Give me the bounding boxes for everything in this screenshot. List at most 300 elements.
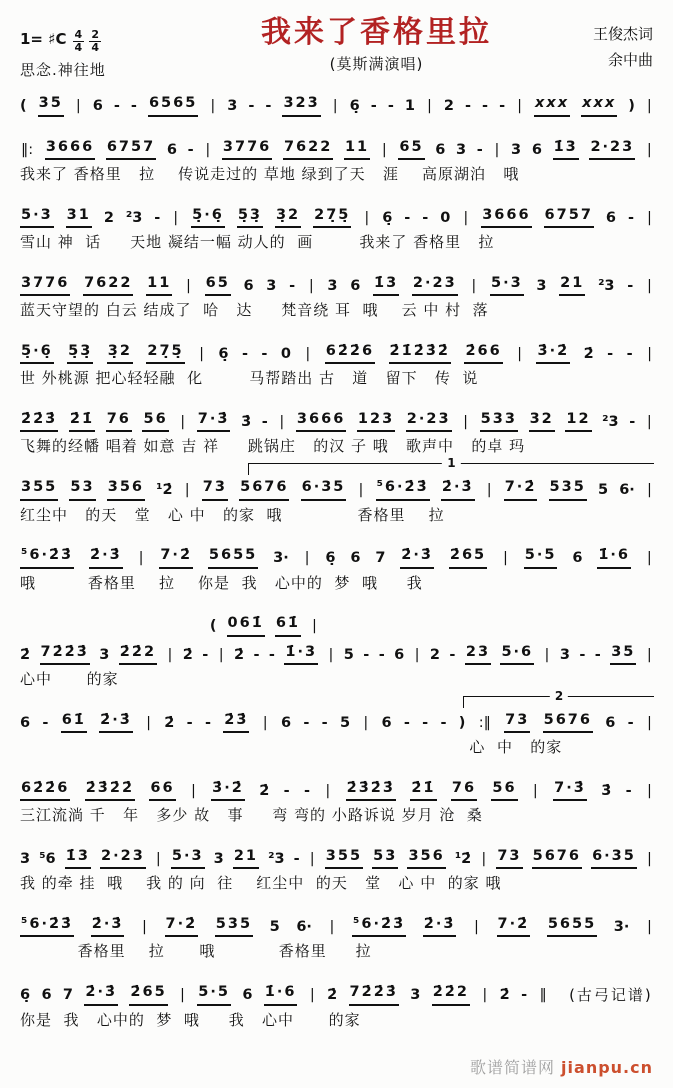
note-group: 3: [266, 277, 277, 294]
header: [20, 16, 653, 80]
note-group: 2̇·3̇: [423, 915, 457, 938]
score-line: [20, 688, 653, 758]
note-group: 32: [529, 410, 555, 433]
note-group: 2̇·3̇: [441, 478, 475, 501]
lyrics-row: 三江流淌 千 年 多少 故 事 弯 弯的 小路诉说 岁月 沧 桑: [20, 806, 483, 825]
note-group: -: [261, 345, 268, 362]
note-group: 3776: [20, 274, 70, 297]
note-group: 61̇: [275, 614, 301, 637]
note-group: |: [358, 481, 364, 498]
note-group: 73: [496, 847, 522, 870]
note-group: 6: [381, 714, 392, 731]
note-group: (: [20, 98, 27, 115]
note-group: -: [607, 345, 614, 362]
time-signatures: [73, 24, 102, 53]
note-group: 6̣: [325, 550, 336, 567]
lyricist-credit: 王俊杰词: [592, 25, 653, 43]
note-group: -: [625, 782, 632, 799]
note-group: 7622: [283, 138, 333, 161]
note-group: |: [503, 550, 508, 567]
key-signature: 1= ♯C: [20, 29, 67, 48]
note-group: 27̣5̣: [313, 206, 351, 229]
note-group: |: [262, 714, 268, 731]
note-group: -: [268, 646, 275, 663]
note-group: 3666: [45, 138, 95, 161]
note-group: ): [628, 98, 635, 115]
score: [20, 94, 653, 1051]
note-group: 6: [605, 209, 616, 226]
notes-row: [20, 138, 653, 161]
note-group: |: [155, 850, 161, 867]
note-group: 2·23: [100, 847, 146, 870]
note-group: |: [329, 918, 335, 935]
note-group: -: [303, 714, 310, 731]
tempo-mood-marking: 思念.神往地: [20, 61, 106, 80]
note-group: 6̣: [20, 986, 31, 1003]
note-group: 6: [394, 646, 405, 663]
note-group: -: [304, 782, 311, 799]
note-group: |: [142, 918, 147, 935]
note-group: -: [42, 714, 49, 731]
note-group: -: [186, 714, 193, 731]
note-group: -: [627, 714, 634, 731]
note-group: -: [449, 646, 456, 663]
note-group: 7622: [83, 274, 133, 297]
note-group: 3: [20, 850, 31, 867]
note-group: -: [113, 98, 120, 115]
note-group: 5676: [532, 847, 582, 870]
note-group: -: [241, 345, 248, 362]
note-group: -: [187, 141, 194, 158]
note-group: 6·35: [591, 847, 637, 870]
note-group: |: [646, 918, 652, 935]
lyrics-row: 我来了 香格里 拉 传说走过的 草地 绿到了天 涯 高原湖泊 哦: [20, 165, 520, 184]
note-group: 2̇2̇2: [119, 643, 157, 666]
note-group: |: [279, 413, 285, 430]
note-group: |: [544, 646, 550, 663]
footer: [20, 1055, 653, 1078]
note-group: |: [414, 646, 420, 663]
note-group: -: [253, 646, 260, 663]
note-group: 355: [325, 847, 363, 870]
note-group: |: [167, 646, 173, 663]
note-group: 2̇: [164, 714, 175, 731]
note-group: 2̇·3̇: [89, 546, 123, 569]
note-group: 3: [327, 277, 338, 294]
note-group: |: [199, 345, 204, 362]
note-group: 35: [610, 643, 636, 666]
note-group: -: [202, 646, 209, 663]
note-group: -: [521, 986, 528, 1003]
note-group: 2̇3̇2̇2̇: [85, 779, 135, 802]
note-group: -: [579, 646, 586, 663]
note-group: |: [646, 98, 652, 115]
note-group: -: [404, 209, 411, 226]
note-group: ²3: [268, 850, 285, 867]
note-group: 3̇·2̇: [211, 779, 245, 802]
note-group: 5·3: [20, 206, 54, 229]
time-signature: $\frac{2}{4}$: [91, 28, 100, 54]
note-group: 5·3: [171, 847, 205, 870]
note-group: 356: [407, 847, 445, 870]
note-group: |: [474, 918, 479, 935]
note-group: -: [594, 646, 601, 663]
note-group: |: [463, 209, 469, 226]
site-url-link[interactable]: jianpu.cn: [561, 1058, 653, 1078]
note-group: |: [180, 986, 185, 1003]
note-group: ²3: [602, 413, 619, 430]
notes-row: [20, 478, 653, 501]
time-signature: $\frac{4}{4}$: [74, 28, 83, 54]
note-group: 5̣·6̣: [191, 206, 225, 229]
note-group: 6·: [619, 481, 635, 498]
note-group: 2̇·3̇: [400, 546, 434, 569]
note-group: |: [494, 141, 500, 158]
note-group: xxx: [581, 94, 617, 117]
note-group: |: [173, 209, 179, 226]
note-group: 3776: [222, 138, 272, 161]
note-group: 6565: [148, 94, 198, 117]
note-group: |: [308, 277, 314, 294]
note-group: 53: [69, 478, 95, 501]
note-group: 5676: [543, 711, 593, 734]
note-group: |: [426, 98, 432, 115]
note-group: 5: [339, 714, 351, 731]
notes-row: [20, 915, 653, 938]
note-group: -: [627, 277, 634, 294]
note-group: 1̇3: [373, 274, 399, 297]
note-group: 2̇: [499, 986, 510, 1003]
lyrics-row: 心 中 的家: [469, 738, 563, 757]
note-group: 3: [410, 986, 421, 1003]
score-line: [20, 206, 653, 253]
note-group: |: [305, 345, 311, 362]
note-group: 7: [62, 986, 73, 1003]
note-group: |: [186, 277, 191, 294]
note-group: 2̇·3̇: [84, 983, 118, 1006]
note-group: ⁵6: [39, 850, 56, 867]
note-group: |: [646, 413, 652, 430]
note-group: 6: [435, 141, 446, 158]
note-group: 323: [282, 94, 320, 117]
note-group: |: [482, 986, 488, 1003]
note-group: 6: [350, 550, 361, 567]
song-title: 我来了香格里拉: [261, 15, 492, 50]
note-group: 061̇: [227, 614, 265, 637]
note-group: 3666: [296, 410, 346, 433]
note-group: |: [647, 782, 652, 799]
note-group: 2̇3̇2̇3̇: [346, 779, 396, 802]
lyrics-row: 世 外桃源 把心轻轻融 化 马帮踏出 古 道 留下 传 说: [20, 369, 479, 388]
note-group: |: [646, 646, 652, 663]
note-group: ²3: [125, 209, 143, 226]
note-group: ⁵6·2̇3̇: [20, 546, 74, 569]
note-group: -: [363, 646, 370, 663]
lyrics-row: 蓝天守望的 白云 结成了 哈 达 梵音绕 耳 哦 云 中 村 落: [20, 301, 489, 320]
score-line: [20, 410, 653, 457]
note-group: ‖: [539, 986, 547, 1003]
note-group: |: [646, 209, 652, 226]
note-group: |: [180, 413, 186, 430]
note-group: -: [248, 98, 255, 115]
note-group: -: [482, 98, 489, 115]
note-group: 7: [375, 550, 386, 567]
note-group: -: [154, 209, 161, 226]
note-group: 2: [443, 98, 454, 115]
notes-row: [20, 847, 653, 870]
note-group: 3̣2: [107, 342, 133, 365]
note-group: |: [364, 209, 370, 226]
composer-credit: 余中曲: [607, 50, 653, 69]
note-group: -: [387, 98, 394, 115]
note-group: 5655: [547, 915, 597, 938]
note-group: 6: [572, 550, 583, 567]
note-group: 2̇1̇2̇3̇2̇: [389, 342, 451, 365]
note-group: 3: [511, 141, 522, 158]
score-line: [20, 643, 653, 690]
score-line: [20, 847, 653, 894]
note-group: 5·5: [197, 983, 231, 1006]
note-group: 2̇: [20, 646, 31, 663]
note-group: |: [486, 481, 492, 498]
note-group: 6: [531, 141, 542, 158]
note-group: 5·3: [490, 274, 524, 297]
note-group: 2̇1̇: [69, 410, 95, 433]
note-group: 3: [213, 850, 224, 867]
note-group: |: [646, 141, 652, 158]
note-group: |: [646, 481, 652, 498]
note-group: |: [381, 141, 387, 158]
note-group: 2̇65: [449, 546, 487, 569]
score-line: [20, 546, 653, 593]
note-group: -: [403, 714, 410, 731]
note-group: 72̇2̇3̇: [40, 643, 90, 666]
notation-credit: (古弓记谱): [569, 986, 653, 1005]
note-group: 2̇2̇2: [432, 983, 470, 1006]
note-group: |: [646, 714, 652, 731]
note-group: 1̇·3: [284, 643, 318, 666]
notes-row: [210, 614, 653, 637]
score-line: [20, 983, 653, 1030]
note-group: 3̣2: [275, 206, 301, 229]
note-group: -: [321, 714, 328, 731]
note-group: -: [422, 209, 429, 226]
note-group: |: [647, 345, 652, 362]
note-group: |: [190, 782, 196, 799]
score-line: [20, 342, 653, 389]
note-group: 35: [38, 94, 64, 117]
note-group: 3̇: [241, 413, 252, 430]
note-group: 535: [215, 915, 253, 938]
note-group: 5: [343, 646, 354, 663]
note-group: |: [328, 646, 334, 663]
score-line: [20, 455, 653, 525]
note-group: 123: [357, 410, 395, 433]
volta-bracket: [463, 688, 654, 708]
note-group: 2̇: [327, 986, 338, 1003]
note-group: 7·2̇: [159, 546, 193, 569]
note-group: ⁵6·2̇3̇: [20, 915, 74, 938]
note-group: 6̣: [382, 209, 393, 226]
note-group: 7·2̇: [497, 915, 531, 938]
note-group: 5676: [239, 478, 289, 501]
note-group: 73: [504, 711, 530, 734]
note-group: 27̣5̣: [146, 342, 184, 365]
note-group: 7·2̇: [165, 915, 199, 938]
score-line: [20, 274, 653, 321]
score-line: [20, 138, 653, 185]
note-group: 2̇3̇: [223, 711, 249, 734]
note-group: 62̇2̇6: [20, 779, 70, 802]
note-group: 5: [269, 918, 280, 935]
note-group: 1̇·6: [264, 983, 298, 1006]
note-group: -: [476, 141, 483, 158]
note-group: 6·35: [301, 478, 347, 501]
note-group: 62̇2̇6: [325, 342, 375, 365]
note-group: |: [332, 98, 338, 115]
note-group: ⁵6·2̇3̇: [376, 478, 430, 501]
note-group: 6̣: [349, 98, 360, 115]
note-group: -: [265, 98, 272, 115]
note-group: 3̇: [601, 782, 612, 799]
note-group: 3: [536, 277, 547, 294]
note-group: |: [532, 782, 538, 799]
key-block: [20, 16, 195, 80]
note-group: :‖: [478, 714, 491, 731]
note-group: 0: [440, 209, 451, 226]
notes-row: [20, 342, 653, 365]
note-group: 3: [99, 646, 110, 663]
note-group: 66: [149, 779, 175, 802]
note-group: |: [138, 550, 144, 567]
note-group: 1: [404, 98, 415, 115]
note-group: 2: [103, 209, 114, 226]
note-group: |: [325, 782, 331, 799]
note-group: 72̇2̇3̇: [349, 983, 399, 1006]
note-group: 6757: [106, 138, 156, 161]
note-group: ⁵6·2̇3̇: [352, 915, 406, 938]
note-group: 21: [233, 847, 259, 870]
note-group: 5·5: [524, 546, 558, 569]
note-group: 6: [20, 714, 31, 731]
note-group: 3̇·2̇: [536, 342, 570, 365]
note-group: |: [309, 850, 315, 867]
note-group: 6: [41, 986, 52, 1003]
note-group: 2̇66: [464, 342, 502, 365]
note-group: -: [422, 714, 429, 731]
credits: [558, 16, 653, 73]
note-group: 7·3̇: [197, 410, 231, 433]
note-group: |: [312, 618, 317, 635]
note-group: -: [293, 850, 300, 867]
lyrics-row: 心中 的家: [20, 670, 119, 689]
note-group: 533: [480, 410, 518, 433]
note-group: xxx: [534, 94, 570, 117]
note-group: |: [646, 850, 652, 867]
note-group: 6: [350, 277, 361, 294]
notes-row: [20, 546, 653, 569]
score-line: [20, 779, 653, 826]
volta-bracket: [248, 455, 654, 475]
note-group: -: [464, 98, 472, 115]
note-group: 2·23: [412, 274, 458, 297]
lyrics-row: 香格里 拉 哦 香格里 拉: [20, 942, 372, 961]
note-group: ): [458, 714, 466, 731]
note-group: 3: [227, 98, 238, 115]
note-group: 3: [456, 141, 467, 158]
note-group: 5: [597, 481, 609, 498]
note-group: 56: [491, 779, 517, 802]
note-group: 2̇: [259, 782, 270, 799]
note-group: 21: [559, 274, 585, 297]
note-group: ²3: [598, 277, 615, 294]
notes-row: [20, 206, 653, 229]
notes-row: [20, 643, 653, 666]
note-group: 2̇·3̇: [91, 915, 125, 938]
note-group: 535: [549, 478, 587, 501]
note-group: |: [463, 413, 469, 430]
note-group: 5̣3̣: [237, 206, 263, 229]
title-block: [195, 16, 558, 74]
note-group: |: [309, 986, 315, 1003]
note-group: ‖:: [21, 141, 34, 158]
note-group: 6: [280, 714, 292, 731]
score-line: [210, 614, 653, 637]
note-group: 3·: [273, 550, 289, 567]
note-group: 11: [146, 274, 172, 297]
note-group: ¹2̇: [156, 481, 173, 498]
note-group: 5̣3̣: [67, 342, 93, 365]
note-group: 356: [107, 478, 145, 501]
notes-row: [20, 94, 653, 117]
lyrics-row: 飞舞的经幡 唱着 如意 吉 祥 跳锅庄 的汉 子 哦 歌声中 的卓 玛: [20, 437, 526, 456]
lyrics-row: 哦 香格里 拉 你是 我 心中的 梦 哦 我: [20, 573, 423, 592]
note-group: -: [440, 714, 447, 731]
site-name: 歌谱简谱网: [469, 1058, 555, 1078]
note-group: -: [378, 646, 385, 663]
note-group: 2: [429, 646, 441, 663]
note-group: 355: [20, 478, 58, 501]
note-group: 5·6: [500, 643, 534, 666]
note-group: 0: [280, 345, 291, 362]
note-group: (: [209, 618, 217, 635]
note-group: -: [204, 714, 212, 731]
note-group: 2̇65: [129, 983, 167, 1006]
note-group: 6: [243, 277, 254, 294]
note-group: |: [646, 277, 652, 294]
notes-row: [20, 779, 653, 802]
note-group: 2̇: [182, 646, 193, 663]
note-group: 73: [202, 478, 228, 501]
note-group: 2̇: [583, 345, 594, 362]
notes-row: [20, 711, 653, 734]
note-group: -: [261, 413, 268, 430]
lyrics-row: 雪山 神 话 天地 凝结一幅 动人的 画 我来了 香格里 拉: [20, 233, 495, 252]
note-group: 6: [242, 986, 253, 1003]
note-group: |: [205, 141, 211, 158]
note-group: 1̇3: [553, 138, 579, 161]
note-group: -: [289, 277, 296, 294]
note-group: |: [471, 277, 477, 294]
note-group: 7·3̇: [553, 779, 587, 802]
note-group: 6̣: [218, 345, 229, 362]
note-group: 11: [344, 138, 370, 161]
note-group: |: [218, 646, 224, 663]
note-group: 2̇·3̇: [99, 711, 133, 734]
note-group: 12: [565, 410, 591, 433]
note-group: 2̇: [233, 646, 245, 663]
notes-row: [20, 410, 653, 433]
